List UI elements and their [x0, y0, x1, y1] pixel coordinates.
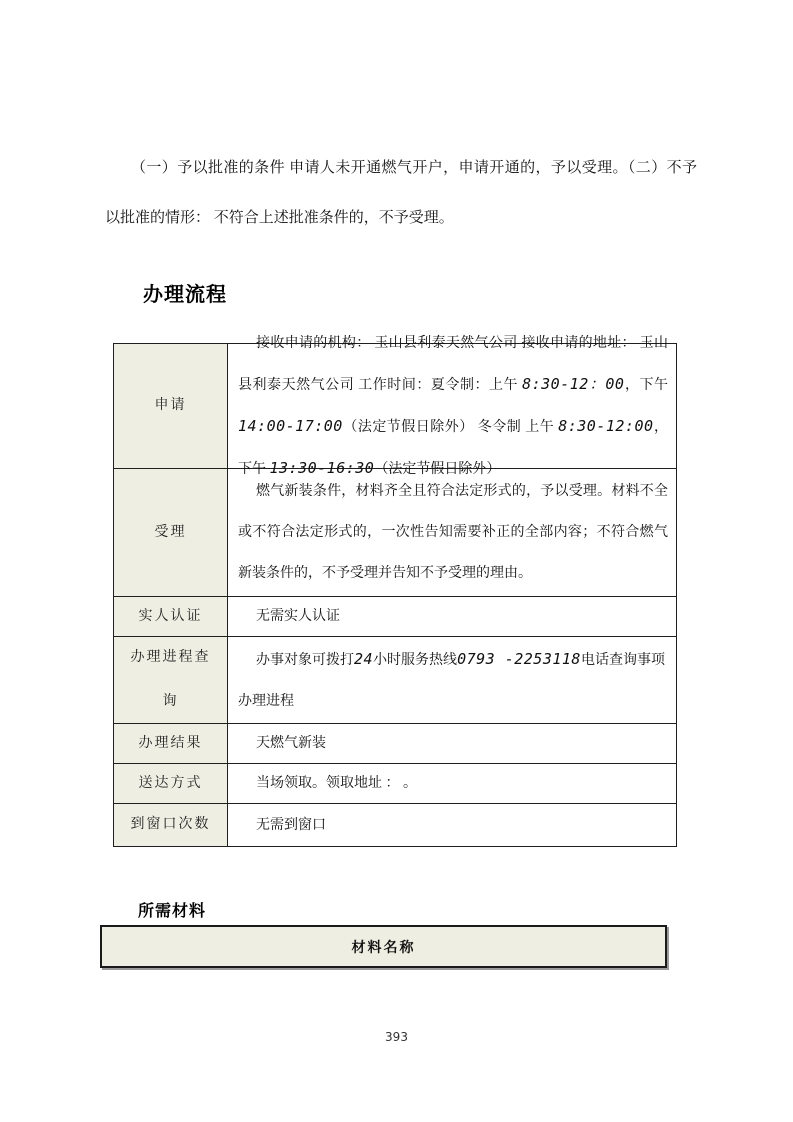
row-content — [228, 335, 676, 477]
table-row — [114, 763, 676, 803]
row-content-text — [238, 805, 668, 846]
table-row — [114, 803, 676, 846]
table-row — [114, 636, 676, 723]
content-text-segment: 电话查询事项办理进程 — [238, 652, 665, 709]
content-text-segment: 接收申请的机构： 玉山县利泰天然气公司 接收申请的地址： 玉山县利泰天然气公司 工作时间：夏令制：上午 — [238, 335, 668, 393]
row-content-text — [238, 639, 668, 722]
row-label: 申请 — [114, 344, 228, 468]
row-content — [228, 469, 676, 596]
content-text-segment: （法定节假日除外） — [374, 461, 501, 477]
table-row — [114, 335, 676, 477]
row-content-text — [238, 471, 668, 594]
row-label: 到窗口次数 — [114, 804, 228, 846]
content-number-segment: 14:00-17:00 — [238, 416, 343, 435]
content-number-segment: 0793 -2253118 — [457, 649, 581, 668]
intro-paragraph: （一）予以批准的条件 申请人未开通燃气开户，申请开通的，予以受理。（二）不予以批准的情形： 不符合上述批准条件的，不予受理。 — [105, 160, 697, 226]
content-number-segment: 8:30-12:00 — [558, 416, 654, 435]
content-text-segment: 当场领取。领取地址 ： 。 — [256, 776, 417, 791]
row-content-text — [238, 596, 668, 637]
row-content-text — [238, 763, 668, 804]
content-number-segment: 24 — [354, 649, 374, 668]
content-text-segment: 办事对象可拨打 — [256, 652, 354, 668]
page-number: 393 — [385, 1030, 408, 1044]
process-flow-heading: 办理流程 — [143, 284, 227, 306]
row-content — [228, 637, 676, 723]
content-number-segment: 13:30-16:30 — [269, 458, 375, 477]
table-row — [114, 468, 676, 596]
required-materials-heading: 所需材料 — [138, 903, 207, 920]
row-label: 受理 — [114, 469, 228, 596]
row-content — [228, 724, 676, 763]
row-content — [228, 597, 676, 636]
materials-table-header: 材料名称 — [100, 925, 667, 968]
row-label: 实人认证 — [114, 597, 228, 636]
content-text-segment: 燃气新装条件，材料齐全且符合法定形式的，予以受理。材料不全或不符合法定形式的，一次性告知需要补正的全部内容；不符合燃气新装条件的，不予受理并告知不予受理的理由。 — [238, 484, 668, 581]
content-text-segment: 小时服务热线 — [373, 652, 458, 668]
row-label: 送达方式 — [114, 764, 228, 803]
content-number-segment: 8:30-12：00 — [522, 374, 625, 393]
content-text-segment: ，下午 — [624, 377, 669, 393]
content-text-segment: 无需实人认证 — [256, 609, 340, 624]
row-label: 办理进程查询 — [114, 637, 228, 723]
row-content-text — [238, 723, 668, 764]
content-text-segment: ，下午 — [238, 419, 669, 477]
row-label: 办理结果 — [114, 724, 228, 763]
row-content-text — [238, 323, 668, 490]
row-content — [228, 804, 676, 846]
row-content — [228, 764, 676, 803]
content-text-segment: 天燃气新装 — [256, 736, 326, 751]
table-row — [114, 596, 676, 636]
content-text-segment: （法定节假日除外） 冬令制 上午 — [342, 419, 559, 435]
content-text-segment: 无需到窗口 — [256, 817, 326, 833]
process-flow-table — [113, 335, 677, 847]
table-row — [114, 723, 676, 763]
